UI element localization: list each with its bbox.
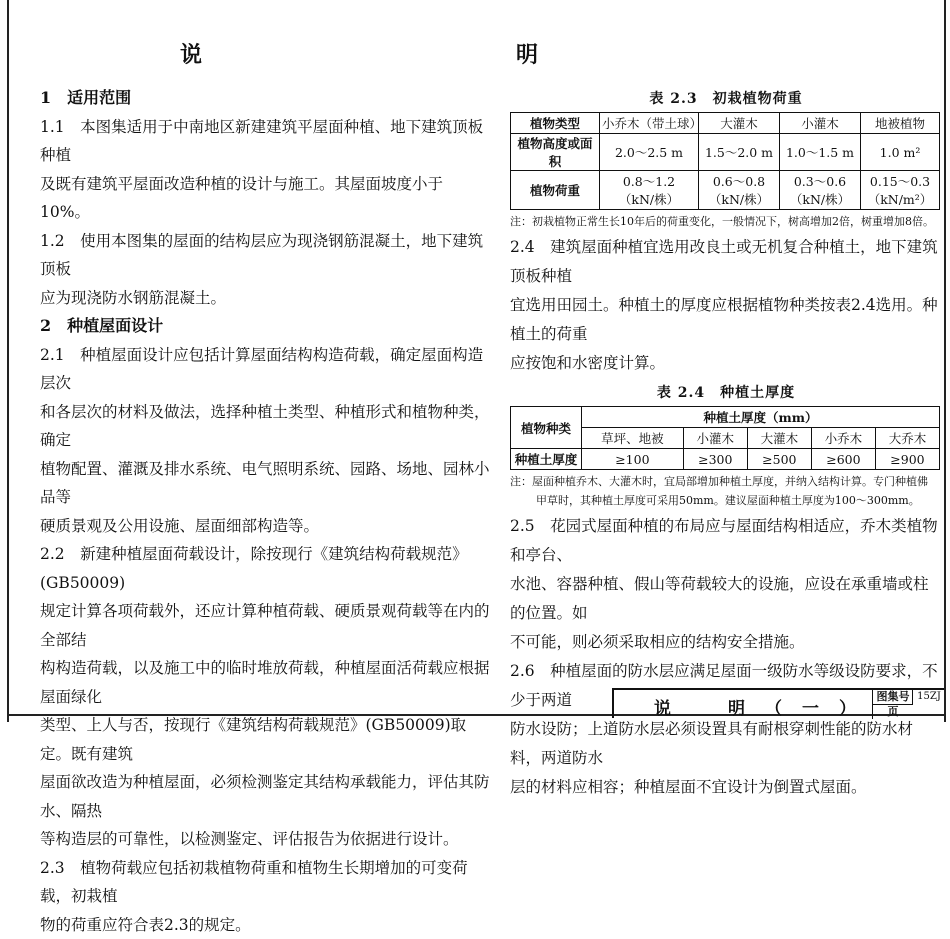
load-unit: （kN/m²） [863,190,937,208]
para-1-1-line-2: 及既有建筑平屋面改造种植的设计与施工。其屋面坡度小于10%。 [40,170,490,227]
table-cell: ≥300 [683,449,747,470]
table-row [511,171,940,210]
table-header-cell: 大灌木 [699,113,780,134]
load-value: 0.6～0.8 [701,172,777,190]
para-2-4-line: 宜选用田园土。种植土的厚度应根据植物种类按表2.4选用。种植土的荷重 [510,291,942,349]
para-1-2-line-2: 应为现浇防水钢筋混凝土。 [40,284,490,313]
table-2-4-title: 表 2.4 种植土厚度 [510,382,942,402]
table-cell [699,171,780,210]
table-header-cell: 种植土厚度（mm） [582,407,940,428]
table-header-cell: 大灌木 [747,428,811,449]
para-2-2-line: 屋面欲改造为种植屋面，必须检测鉴定其结构承载能力，评估其防水、隔热 [40,768,490,825]
section-1-heading: 1 适用范围 [40,84,490,113]
table-header-cell: 小乔木（带土球） [600,113,699,134]
load-value: 0.8～1.2 [602,172,696,190]
para-2-2-line: 2.2 新建种植屋面荷载设计，除按现行《建筑结构荷载规范》(GB50009) [40,540,490,597]
section-2-heading: 2 种植屋面设计 [40,312,490,341]
load-value: 0.3～0.6 [782,172,858,190]
load-value: 0.15～0.3 [863,172,937,190]
table-cell: ≥100 [582,449,684,470]
table-cell: ≥900 [875,449,939,470]
left-column [40,84,490,939]
table-header-cell: 植物种类 [511,407,582,449]
para-1-2-line-1: 1.2 使用本图集的屋面的结构层应为现浇钢筋混凝土，地下建筑顶板 [40,227,490,284]
para-2-1-line: 植物配置、灌溉及排水系统、电气照明系统、园路、场地、园林小品等 [40,455,490,512]
load-unit: （kN/株） [602,190,696,208]
frame-left-border [7,0,9,722]
atlas-number-value: 15ZJ [912,690,945,704]
table-row [511,134,940,171]
para-2-2-line: 构构造荷载，以及施工中的临时堆放荷载，种植屋面活荷载应根据屋面绿化 [40,654,490,711]
table-cell: 1.0 m² [861,134,940,171]
table-cell [600,171,699,210]
load-unit: （kN/株） [701,190,777,208]
table-row [511,449,940,470]
para-2-1-line: 硬质景观及公用设施、屋面细部构造等。 [40,512,490,541]
frame-right-border [944,0,946,722]
table-header-cell: 地被植物 [861,113,940,134]
table-cell: 种植土厚度 [511,449,582,470]
page-title: 说 明 [180,38,628,69]
table-cell: 1.5～2.0 m [699,134,780,171]
table-cell: ≥500 [747,449,811,470]
table-2-3-title: 表 2.3 初栽植物荷重 [510,88,942,108]
para-2-5-line: 2.5 花园式屋面种植的布局应与屋面结构相适应，乔木类植物和亭台、 [510,512,942,570]
table-cell: 植物荷重 [511,171,600,210]
title-block [612,688,944,718]
para-2-5-line: 不可能，则必须采取相应的结构安全措施。 [510,628,942,657]
table-header-cell: 小灌木 [683,428,747,449]
load-unit: （kN/株） [782,190,858,208]
para-2-4-line: 2.4 建筑屋面种植宜选用改良土或无机复合种植土，地下建筑顶板种植 [510,233,942,291]
para-2-3-line: 2.3 植物荷载应包括初栽植物荷重和植物生长期增加的可变荷载，初栽植 [40,854,490,911]
table-cell [861,171,940,210]
table-cell: ≥600 [811,449,875,470]
para-2-5-line: 水池、容器种植、假山等荷载较大的设施，应设在承重墙或柱的位置。如 [510,570,942,628]
table-cell: 植物高度或面积 [511,134,600,171]
para-2-3-line: 物的荷重应符合表2.3的规定。 [40,911,490,939]
table-cell [780,171,861,210]
title-block-name: 说 明（一） [654,694,876,719]
para-2-2-line: 规定计算各项荷载外，还应计算种植荷载、硬质景观荷载等在内的全部结 [40,597,490,654]
para-2-2-line: 等构造层的可靠性，以检测鉴定、评估报告为依据进行设计。 [40,825,490,854]
table-2-4-note-line-1: 注：屋面种植乔木、大灌木时，宜局部增加种植土厚度，并纳入结构计算。专门种植佛 [510,472,942,491]
table-2-3-note: 注：初栽植物正常生长10年后的荷重变化，一般情况下，树高增加2倍，树重增加8倍。 [510,212,942,231]
table-row [511,407,940,428]
table-cell: 1.0～1.5 m [780,134,861,171]
table-header-cell: 大乔木 [875,428,939,449]
table-header-cell: 小灌木 [780,113,861,134]
para-2-1-line: 和各层次的材料及做法，选择种植土类型、种植形式和植物种类，确定 [40,398,490,455]
para-2-4-line: 应按饱和水密度计算。 [510,349,942,378]
table-row [511,113,940,134]
para-2-1-line: 2.1 种植屋面设计应包括计算屋面结构构造荷载，确定屋面构造层次 [40,341,490,398]
table-2-4-note-line-2: 甲草时，其种植土厚度可采用50mm。建议屋面种植土厚度为100～300mm。 [510,491,942,510]
para-2-6-line: 2.6 种植屋面的防水层应满足屋面一级防水等级设防要求，不少于两道 [510,657,942,715]
page-label: 页 [872,704,913,719]
table-2-4 [510,406,940,470]
table-header-cell: 草坪、地被 [582,428,684,449]
para-2-2-line: 类型、上人与否，按现行《建筑结构荷载规范》(GB50009)取定。既有建筑 [40,711,490,768]
atlas-number-label: 图集号 [872,690,913,704]
para-2-6-line: 防水设防；上道防水层必须设置具有耐根穿刺性能的防水材料，两道防水 [510,715,942,773]
table-header-cell: 植物类型 [511,113,600,134]
para-2-6-line: 层的材料应相容；种植屋面不宜设计为倒置式屋面。 [510,773,942,802]
table-2-3 [510,112,940,210]
table-header-cell: 小乔木 [811,428,875,449]
para-1-1-line-1: 1.1 本图集适用于中南地区新建建筑平屋面种植、地下建筑顶板种植 [40,113,490,170]
table-cell: 2.0～2.5 m [600,134,699,171]
